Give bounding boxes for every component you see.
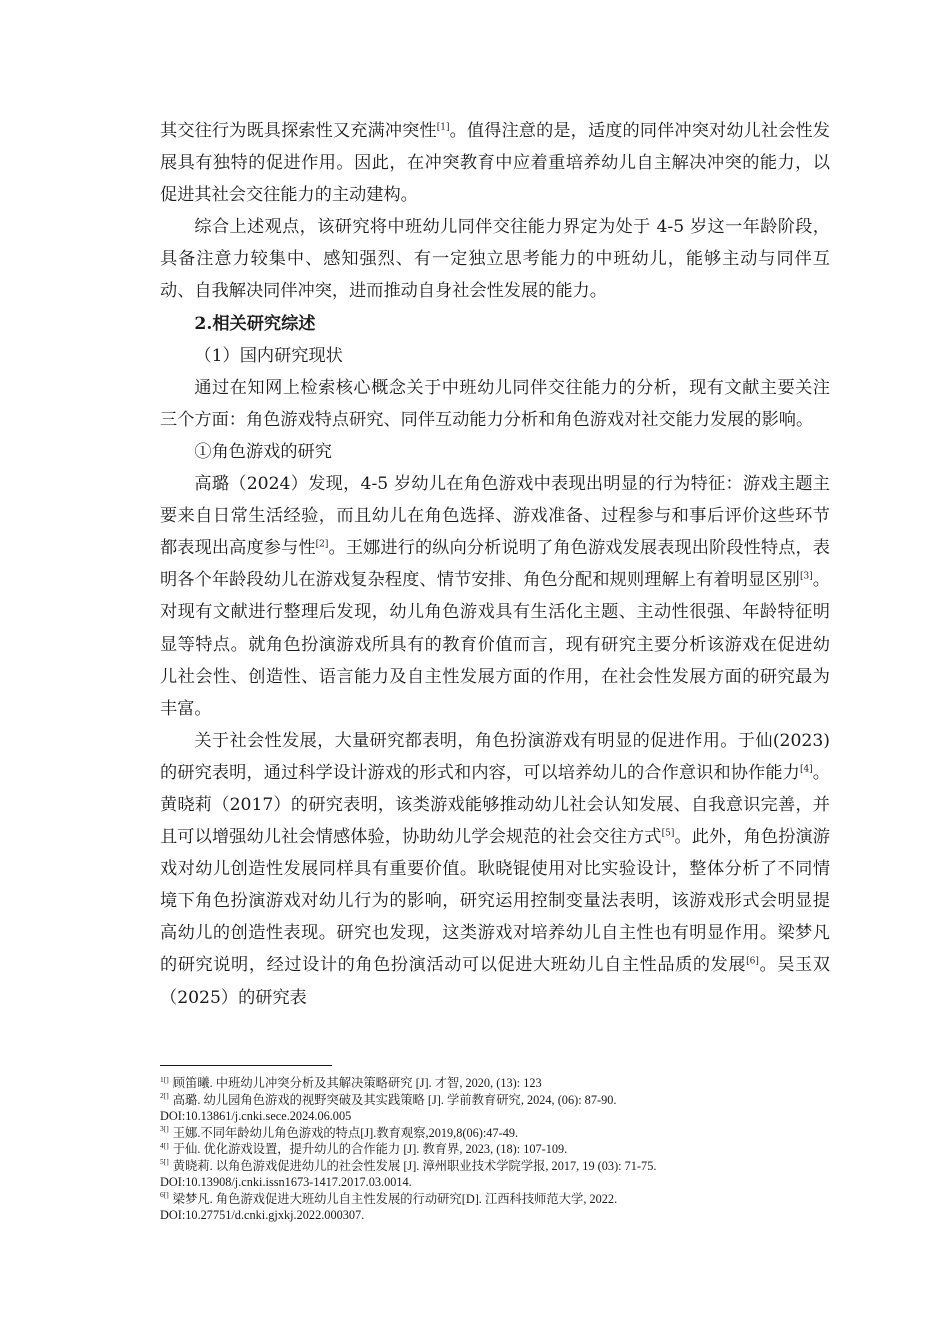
subsection-heading-text: （1）国内研究现状 <box>194 345 343 366</box>
paragraph-text: 。黄晓莉（2017）的研究表明，该类游戏能够推动幼儿社会认知发展、自我意识完善，并且可以增强幼儿社会情感体验，协助幼儿学会规范的社会交往方式 <box>160 762 830 848</box>
footnote-separator <box>160 1065 332 1066</box>
citation-mark: [1] <box>436 122 450 133</box>
footnote <box>160 1141 800 1158</box>
footnote-text: 高璐. 幼儿园角色游戏的视野突破及其实践策略 [J]. 学前教育研究, 2024, (06): 87-90. <box>172 1092 617 1107</box>
footnote-mark: 3[] <box>160 1124 169 1134</box>
footnote <box>160 1075 800 1092</box>
body-text <box>160 115 830 1014</box>
footnote <box>160 1191 800 1208</box>
paragraph-conflict <box>160 115 830 211</box>
section-heading <box>160 308 830 340</box>
paragraph-role-play-features <box>160 468 830 725</box>
footnote-text: 于仙. 优化游戏设置，提升幼儿的合作能力 [J]. 教育界, 2023, (18): 107-109. <box>172 1142 568 1156</box>
footnote <box>160 1158 800 1175</box>
citation-mark: [4] <box>799 764 813 775</box>
paragraph-text: 通过在知网上检索核心概念关于中班幼儿同伴交往能力的分析，现有文献主要关注三个方面：角色游戏特点研究、同伴互动能力分析和角色游戏对社交能力发展的影响。 <box>160 377 830 430</box>
subsection-heading <box>160 340 830 372</box>
paragraph-text: 高璐（2024）发现，4-5 岁幼儿在角色游戏中表现出明显的行为特征：游戏主题主要来自日常生活经验，而且幼儿在角色选择、游戏准备、过程参与和事后评价这些环节都表现出高度参与性 <box>160 474 830 559</box>
paragraph-text: 。对现有文献进行整理后发现，幼儿角色游戏具有生活化主题、主动性很强、年龄特征明显等特点。就角色扮演游戏所具有的教育价值而言，现有研究主要分析该游戏在促进幼儿社会性、创造性、语言能力及自主性发展方面的作用，在社会性发展方面的研究最为丰富。 <box>160 570 830 719</box>
citation-mark: [3] <box>799 571 813 582</box>
footnote-text: DOI:10.27751/d.cnki.gjxkj.2022.000307. <box>160 1208 365 1222</box>
footnote-text: DOI:10.13908/j.cnki.issn1673-1417.2017.03.0014. <box>160 1175 412 1189</box>
footnote <box>160 1125 800 1142</box>
footnote-continuation <box>160 1108 800 1125</box>
citation-mark: [2] <box>315 539 329 550</box>
footnote-continuation <box>160 1174 800 1191</box>
footnote-mark: 6[] <box>160 1190 169 1200</box>
paragraph-definition <box>160 211 830 307</box>
citation-mark: [5] <box>661 828 675 839</box>
paragraph-text: 。此外，角色扮演游戏对幼儿创造性发展同样具有重要价值。耿晓锟使用对比实验设计，整体分析了不同情境下角色扮演游戏对幼儿行为的影响，研究运用控制变量法表明，该游戏形式会明显提高幼儿的创造性表现。研究也发现，这类游戏对培养幼儿自主性也有明显作用。梁梦凡的研究说明，经过设计的角色扮演活动可以促进大班幼儿自主性品质的发展 <box>160 827 830 976</box>
citation-mark: [6] <box>746 956 759 967</box>
footnote-text: 王娜.不同年龄幼儿角色游戏的特点[J].教育观察,2019,8(06):47-49. <box>172 1125 519 1140</box>
footnote-text: DOI:10.13861/j.cnki.sece.2024.06.005 <box>160 1109 352 1123</box>
footnotes <box>160 1075 800 1224</box>
sub-subsection-heading <box>160 436 830 468</box>
paragraph-text: 。王娜进行的纵向分析说明了角色游戏发展表现出阶段性特点，表明各个年龄段幼儿在游戏复杂程度、情节安排、角色分配和规则理解上有着明显区别 <box>160 538 830 591</box>
footnote-text: 黄晓莉. 以角色游戏促进幼儿的社会性发展 [J]. 漳州职业技术学院学报, 2017, 19 (03): 71-75. <box>172 1158 657 1173</box>
footnote-mark: 5[] <box>160 1157 169 1167</box>
footnote-mark: 1[] <box>160 1074 169 1084</box>
footnote-text: 顾笛曦. 中班幼儿冲突分析及其解决策略研究 [J]. 才智, 2020, (13): 123 <box>172 1076 542 1090</box>
sub-subsection-heading-text: ①角色游戏的研究 <box>194 441 332 462</box>
paragraph-social-development <box>160 725 830 1014</box>
section-heading-text: 2.相关研究综述 <box>194 313 316 334</box>
paragraph-text: 。吴玉双（2025）的研究表 <box>160 955 830 1008</box>
paragraph-text: 关于社会性发展，大量研究都表明，角色扮演游戏有明显的促进作用。于仙(2023)的研究表明，通过科学设计游戏的形式和内容，可以培养幼儿的合作意识和协作能力 <box>160 730 830 783</box>
footnote <box>160 1092 800 1109</box>
paragraph-overview <box>160 372 830 436</box>
footnote-mark: 2[] <box>160 1091 169 1101</box>
footnote-mark: 4[] <box>160 1140 169 1150</box>
paragraph-text: 综合上述观点，该研究将中班幼儿同伴交往能力界定为处于 4-5 岁这一年龄阶段，具备注意力较集中、感知强烈、有一定独立思考能力的中班幼儿，能够主动与同伴互动、自我解决同伴冲突，进而推动自身社会性发展的能力。 <box>160 217 830 302</box>
footnote-continuation <box>160 1207 800 1224</box>
paragraph-text: 。值得注意的是，适度的同伴冲突对幼儿社会性发展具有独特的促进作用。因此，在冲突教育中应着重培养幼儿自主解决冲突的能力，以促进其社会交往能力的主动建构。 <box>160 121 830 206</box>
paragraph-text: 其交往行为既具探索性又充满冲突性 <box>160 121 437 141</box>
footnote-text: 梁梦凡. 角色游戏促进大班幼儿自主性发展的行动研究[D]. 江西科技师范大学, 2022. <box>172 1191 618 1206</box>
